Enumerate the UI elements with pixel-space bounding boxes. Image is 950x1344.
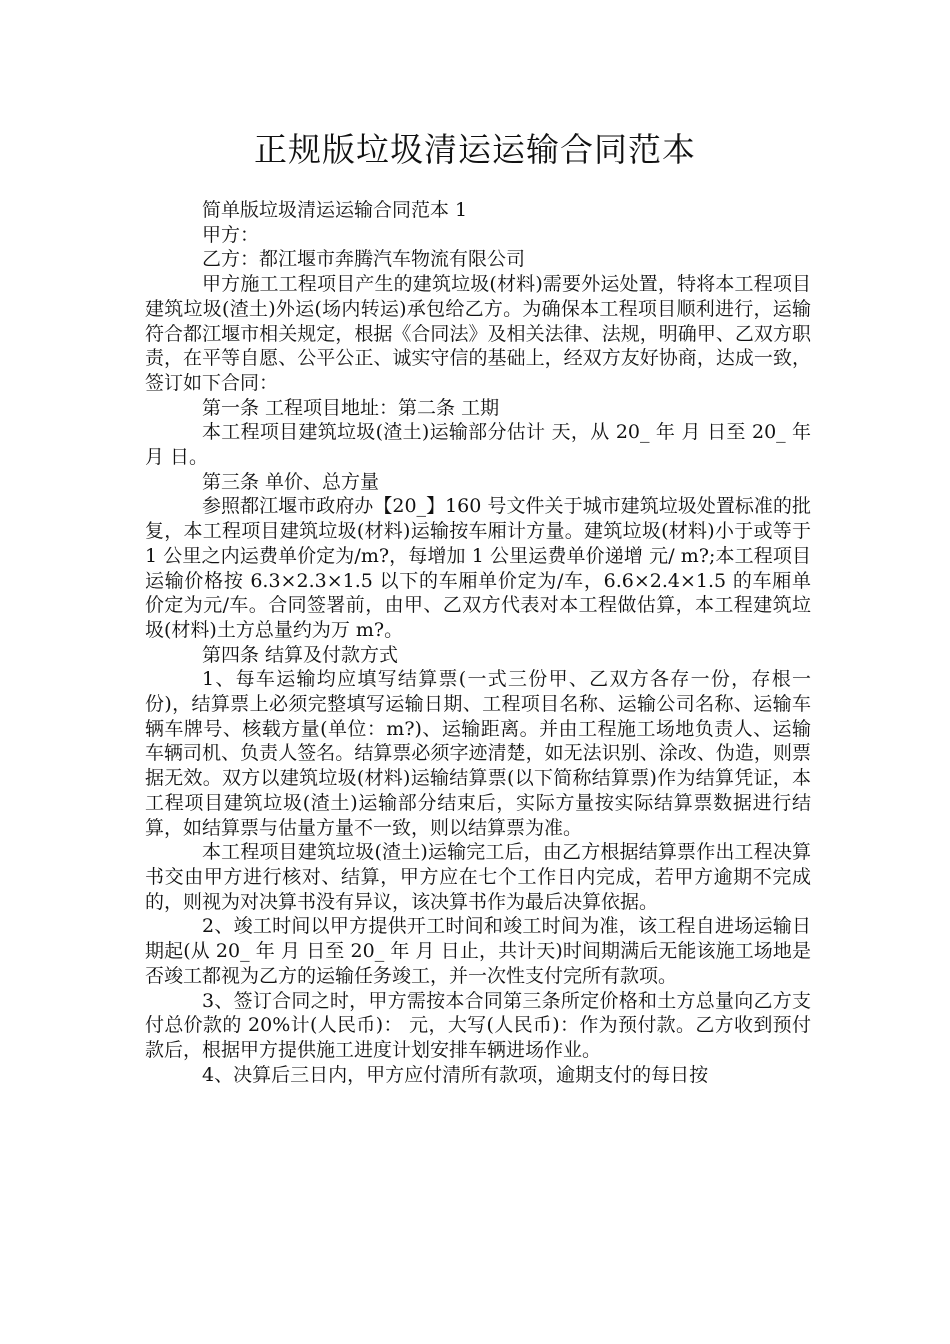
paragraph-article-1-2: 第一条 工程项目地址：第二条 工期 <box>202 396 500 419</box>
paragraph-pricing: 参照都江堰市政府办【20_】160 号文件关于城市建筑垃圾处置标准的批复，本工程项目建筑垃圾(材料)运输按车厢计方量。建筑垃圾(材料)小于或等于 1 公里之内运费单价定为/m?，每增加 1 公里运费单价递增 元/ m?;本工程项目运输价格按 6.3×2.3×1.5 以下的车厢单价定为/车，6.6×2.4×1.5 的车厢单价定为元/车。合同签署前，由甲、乙双方代表对本工程做估算，本工程建筑垃圾(材料)土方总量约为万 m?。 <box>145 495 811 641</box>
paragraph-party-a: 甲方： <box>202 223 260 246</box>
paragraph-clause-2: 2、竣工时间以甲方提供开工时间和竣工时间为准，该工程自进场运输日期起(从 20_ 年 月 日至 20_ 年 月 日止，共计天)时间期满后无能该施工场地是否竣工都视为乙方的运输任务竣工，并一次性支付完所有款项。 <box>145 915 811 987</box>
document-title: 正规版垃圾清运运输合同范本 <box>254 130 696 169</box>
paragraph-final-settlement: 本工程项目建筑垃圾(渣土)运输完工后，由乙方根据结算票作出工程决算书交由甲方进行核对、结算，甲方应在七个工作日内完成，若甲方逾期不完成的，则视为对决算书没有异议，该决算书作为最后决算依据。 <box>145 841 811 913</box>
paragraph-preamble: 甲方施工工程项目产生的建筑垃圾(材料)需要外运处置，特将本工程项目建筑垃圾(渣土)外运(场内转运)承包给乙方。为确保本工程项目顺利进行，运输符合都江堰市相关规定，根据《合同法》及相关法律、法规，明确甲、乙双方职责，在平等自愿、公平公正、诚实守信的基础上，经双方友好协商，达成一致，签订如下合同： <box>145 273 811 394</box>
paragraph-clause-4: 4、决算后三日内，甲方应付清所有款项，逾期支付的每日按 <box>202 1063 709 1086</box>
paragraph-article-3: 第三条 单价、总方量 <box>202 470 380 493</box>
paragraph-clause-3: 3、签订合同之时，甲方需按本合同第三条所定价格和土方总量向乙方支付总价款的 20%计(人民币)： 元，大写(人民币)：作为预付款。乙方收到预付款后，根据甲方提供施工进度计划安排车辆进场作业。 <box>145 989 811 1061</box>
paragraph-doc-heading: 简单版垃圾清运运输合同范本 1 <box>202 199 468 221</box>
paragraph-article-4: 第四条 结算及付款方式 <box>202 643 399 666</box>
paragraph-schedule: 本工程项目建筑垃圾(渣土)运输部分估计 天，从 20_ 年 月 日至 20_ 年 月 日。 <box>145 421 811 469</box>
document-body <box>145 198 811 1087</box>
paragraph-party-b: 乙方：都江堰市奔腾汽车物流有限公司 <box>202 248 526 271</box>
paragraph-clause-1: 1、每车运输均应填写结算票(一式三份甲、乙双方各存一份，存根一份)，结算票上必须完整填写运输日期、工程项目名称、运输公司名称、运输车辆车牌号、核载方量(单位：m?)、运输距离。并由工程施工场地负责人、运输车辆司机、负责人签名。结算票必须字迹清楚，如无法识别、涂改、伪造，则票据无效。双方以建筑垃圾(材料)运输结算票(以下简称结算票)作为结算凭证，本工程项目建筑垃圾(渣土)运输部分结束后，实际方量按实际结算票数据进行结算，如结算票与估量方量不一致，则以结算票为准。 <box>145 668 811 839</box>
